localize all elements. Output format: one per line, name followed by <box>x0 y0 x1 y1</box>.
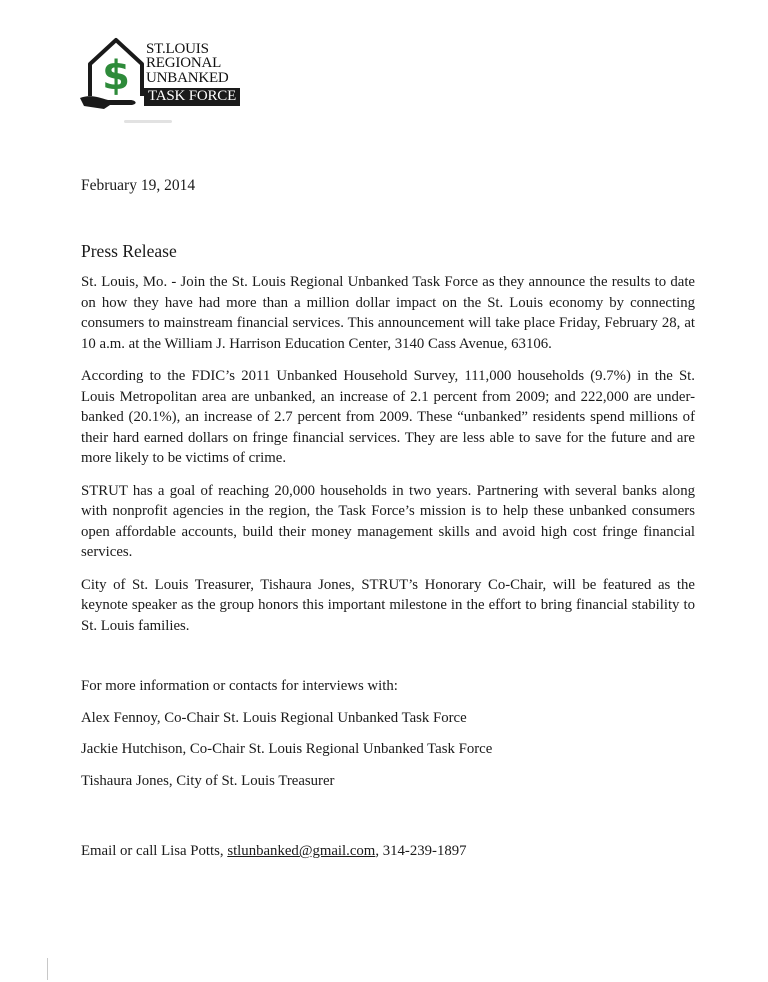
letter-date: February 19, 2014 <box>81 177 196 194</box>
contact-person: Alex Fennoy, Co-Chair St. Louis Regional Unbanked Task Force <box>81 709 467 726</box>
contact-person: Tishaura Jones, City of St. Louis Treasurer <box>81 772 335 789</box>
body-paragraph: City of St. Louis Treasurer, Tishaura Jones, STRUT’s Honorary Co-Chair, will be featured as the keynote speaker as the group honors this important milestone in the effort to bring financial stability to St. Louis families. <box>81 576 695 634</box>
press-release-heading: Press Release <box>81 241 177 261</box>
email-prefix: Email or call Lisa Potts, <box>81 843 228 859</box>
scan-mark <box>47 958 48 980</box>
body-paragraph: STRUT has a goal of reaching 20,000 households in two years. Partnering with several banks along with nonprofit agencies in the region, the Task Force’s mission is to help these unbanked consumers open affordable accounts, build their money management skills and avoid high cost fringe financial services. <box>81 482 695 560</box>
svg-text:$: $ <box>102 53 130 99</box>
contacts-section <box>81 676 695 802</box>
contact-person: Jackie Hutchison, Co-Chair St. Louis Regional Unbanked Task Force <box>81 741 493 757</box>
dollar-sign-hand-icon <box>80 34 152 110</box>
logo-text-line-2: REGIONAL <box>146 55 222 71</box>
email-suffix-phone: , 314-239-1897 <box>375 843 467 859</box>
scan-smudge <box>124 120 172 123</box>
logo-text-line-3: UNBANKED <box>146 70 229 86</box>
email-contact-line <box>81 843 467 860</box>
body-paragraph: St. Louis, Mo. - Join the St. Louis Regional Unbanked Task Force as they announce the results to date on how they have had more than a million dollar impact on the St. Louis economy by connecting consumers to mainstream financial services. This announcement will take place Friday, February 28, at 10 a.m. at the William J. Harrison Education Center, 3140 Cass Avenue, 63106. <box>81 274 695 352</box>
logo-text-line-1: ST.LOUIS <box>146 41 209 57</box>
logo-text-banner: TASK FORCE <box>144 88 240 106</box>
email-link[interactable]: stlunbanked@gmail.com <box>227 843 376 859</box>
body-paragraph: According to the FDIC’s 2011 Unbanked Household Survey, 111,000 households (9.7%) in the St. Louis Metropolitan area are unbanked, an increase of 2.1 percent from 2009; and 222,000 are under-banked (20.1%), an increase of 2.7 percent from 2009. These “unbanked” residents spend millions of their hard earned dollars on fringe financial services. They are less able to save for the future and are more likely to be victims of crime. <box>81 368 695 466</box>
task-force-logo <box>80 34 248 114</box>
contacts-intro: For more information or contacts for interviews with: <box>81 678 398 694</box>
letter-body <box>81 272 695 648</box>
